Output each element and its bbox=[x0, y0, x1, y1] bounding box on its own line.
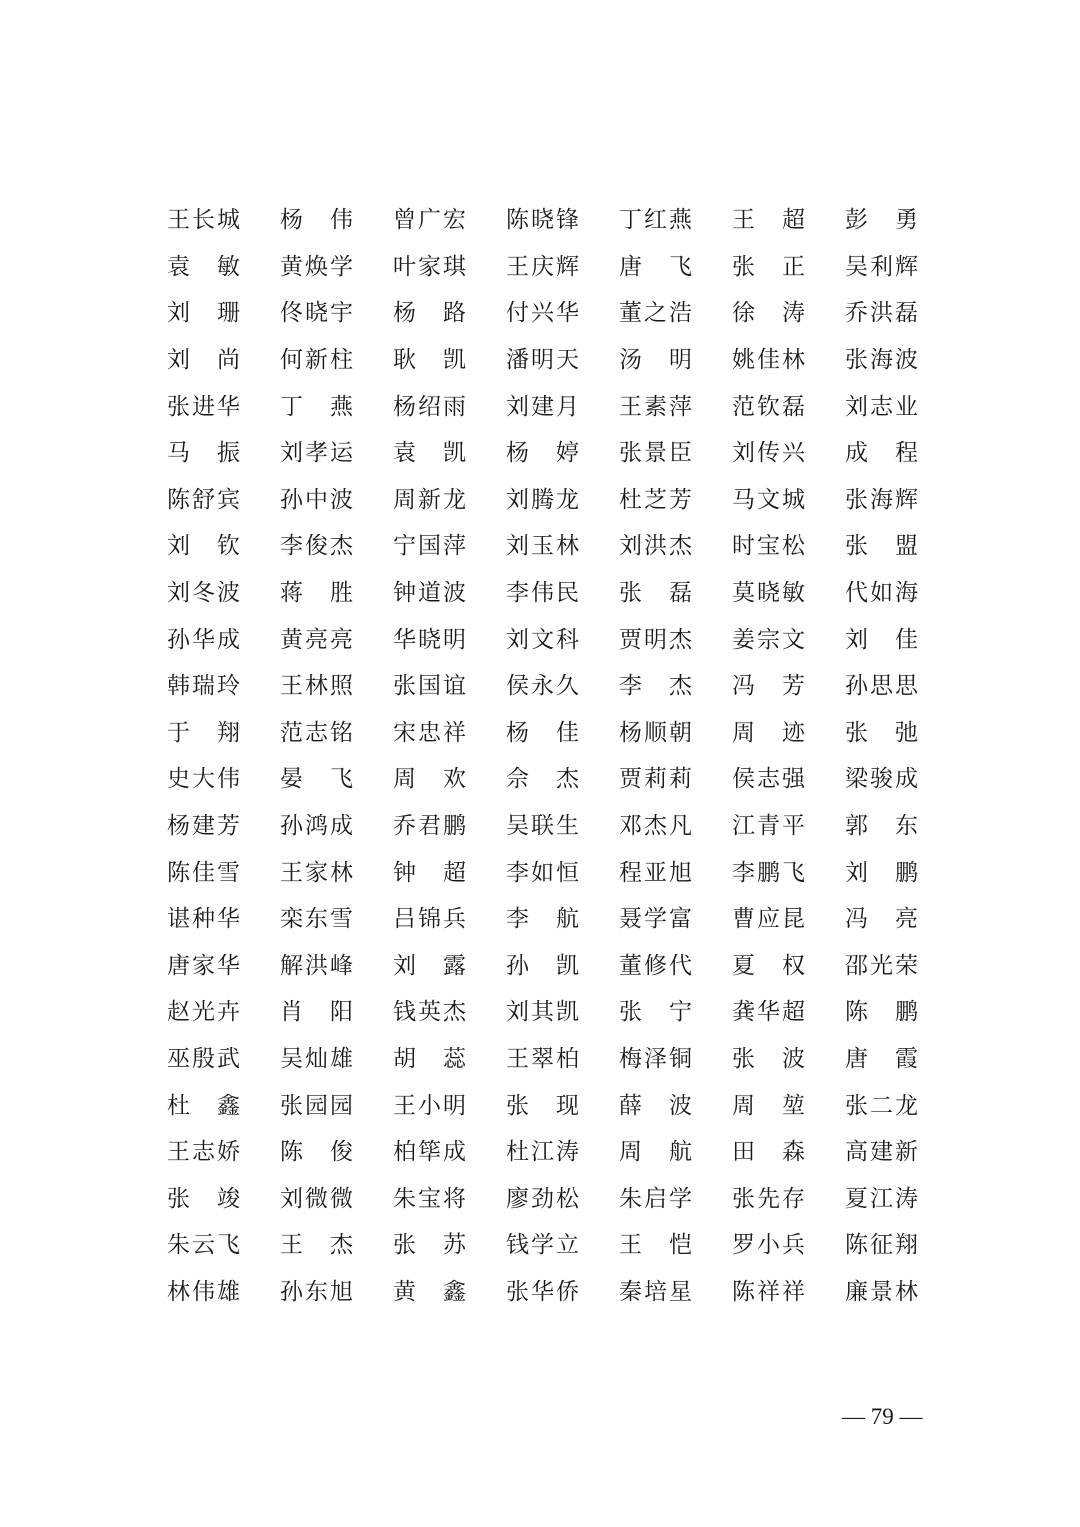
name-entry: 姜 宗 文 bbox=[732, 626, 805, 653]
name-entry: 范 钦 磊 bbox=[732, 393, 805, 420]
name-entry: 张 海 辉 bbox=[845, 486, 918, 513]
name-entry: 吴 利 辉 bbox=[845, 253, 918, 280]
name-entry: 钱 英 杰 bbox=[393, 999, 466, 1026]
name-entry: 朱 启 学 bbox=[619, 1185, 692, 1212]
name-entry: 耿 凯 bbox=[393, 347, 466, 374]
name-entry: 王 超 bbox=[732, 207, 805, 234]
name-entry: 杜 江 涛 bbox=[506, 1139, 579, 1166]
name-row bbox=[166, 756, 926, 803]
name-entry: 朱 宝 将 bbox=[393, 1185, 466, 1212]
name-entry: 张 波 bbox=[732, 1045, 805, 1072]
name-row bbox=[166, 197, 926, 244]
name-entry: 陈 俊 bbox=[280, 1139, 353, 1166]
name-entry: 刘 玉 林 bbox=[506, 533, 579, 560]
name-entry: 姚 佳 林 bbox=[732, 347, 805, 374]
name-entry: 吴 联 生 bbox=[506, 813, 579, 840]
name-entry: 王 志 娇 bbox=[167, 1139, 240, 1166]
name-entry: 邵 光 荣 bbox=[845, 952, 918, 979]
name-entry: 田 森 bbox=[732, 1139, 805, 1166]
name-entry: 廉 景 林 bbox=[845, 1278, 918, 1305]
name-entry: 孙 思 思 bbox=[845, 673, 918, 700]
name-row bbox=[166, 1036, 926, 1083]
name-entry: 孙 中 波 bbox=[280, 486, 353, 513]
name-row bbox=[166, 290, 926, 337]
name-entry: 何 新 柱 bbox=[280, 347, 353, 374]
name-entry: 韩 瑞 玲 bbox=[167, 673, 240, 700]
name-entry: 杨 婷 bbox=[506, 440, 579, 467]
name-entry: 刘 文 科 bbox=[506, 626, 579, 653]
name-entry: 张 二 龙 bbox=[845, 1092, 918, 1119]
name-entry: 刘 传 兴 bbox=[732, 440, 805, 467]
name-entry: 李 航 bbox=[506, 906, 579, 933]
name-entry: 刘 尚 bbox=[167, 347, 240, 374]
name-entry: 李 伟 民 bbox=[506, 580, 579, 607]
name-row bbox=[166, 849, 926, 896]
page-number: — 79 — bbox=[842, 1404, 923, 1429]
name-entry: 夏 权 bbox=[732, 952, 805, 979]
name-entry: 邓 杰 凡 bbox=[619, 813, 692, 840]
name-entry: 吴 灿 雄 bbox=[280, 1045, 353, 1072]
name-entry: 肖 阳 bbox=[280, 999, 353, 1026]
name-entry: 刘 其 凯 bbox=[506, 999, 579, 1026]
name-entry: 柏 筚 成 bbox=[393, 1139, 466, 1166]
name-entry: 侯 永 久 bbox=[506, 673, 579, 700]
name-entry: 刘 洪 杰 bbox=[619, 533, 692, 560]
name-entry: 张 盟 bbox=[845, 533, 918, 560]
name-row bbox=[166, 477, 926, 524]
name-entry: 解 洪 峰 bbox=[280, 952, 353, 979]
name-entry: 陈 晓 锋 bbox=[506, 207, 579, 234]
name-entry: 丁 红 燕 bbox=[619, 207, 692, 234]
name-entry: 刘 志 业 bbox=[845, 393, 918, 420]
name-entry: 宁 国 萍 bbox=[393, 533, 466, 560]
name-entry: 孙 华 成 bbox=[167, 626, 240, 653]
name-entry: 周 迹 bbox=[732, 719, 805, 746]
name-entry: 周 新 龙 bbox=[393, 486, 466, 513]
name-entry: 陈 祥 祥 bbox=[732, 1278, 805, 1305]
name-entry: 周 航 bbox=[619, 1139, 692, 1166]
name-entry: 时 宝 松 bbox=[732, 533, 805, 560]
name-entry: 莫 晓 敏 bbox=[732, 580, 805, 607]
name-row bbox=[166, 989, 926, 1036]
name-entry: 罗 小 兵 bbox=[732, 1232, 805, 1259]
name-entry: 黄 鑫 bbox=[393, 1278, 466, 1305]
name-entry: 王 庆 辉 bbox=[506, 253, 579, 280]
name-entry: 高 建 新 bbox=[845, 1139, 918, 1166]
name-entry: 孙 凯 bbox=[506, 952, 579, 979]
name-entry: 陈 鹏 bbox=[845, 999, 918, 1026]
name-row bbox=[166, 1175, 926, 1222]
name-row bbox=[166, 896, 926, 943]
name-entry: 曾 广 宏 bbox=[393, 207, 466, 234]
name-entry: 黄 焕 学 bbox=[280, 253, 353, 280]
name-row bbox=[166, 1222, 926, 1269]
name-row bbox=[166, 943, 926, 990]
name-entry: 张 弛 bbox=[845, 719, 918, 746]
name-entry: 刘 冬 波 bbox=[167, 580, 240, 607]
name-entry: 杨 绍 雨 bbox=[393, 393, 466, 420]
name-entry: 张 苏 bbox=[393, 1232, 466, 1259]
name-entry: 刘 建 月 bbox=[506, 393, 579, 420]
name-entry: 贾 明 杰 bbox=[619, 626, 692, 653]
name-row bbox=[166, 1269, 926, 1316]
name-entry: 刘 钦 bbox=[167, 533, 240, 560]
name-entry: 陈 征 翔 bbox=[845, 1232, 918, 1259]
name-entry: 潘 明 天 bbox=[506, 347, 579, 374]
name-entry: 陈 舒 宾 bbox=[167, 486, 240, 513]
name-entry: 付 兴 华 bbox=[506, 300, 579, 327]
name-entry: 周 堃 bbox=[732, 1092, 805, 1119]
name-entry: 江 青 平 bbox=[732, 813, 805, 840]
name-entry: 马 文 城 bbox=[732, 486, 805, 513]
name-entry: 钱 学 立 bbox=[506, 1232, 579, 1259]
name-row bbox=[166, 383, 926, 430]
name-entry: 董 修 代 bbox=[619, 952, 692, 979]
name-entry: 陈 佳 雪 bbox=[167, 859, 240, 886]
name-entry: 周 欢 bbox=[393, 766, 466, 793]
name-entry: 丁 燕 bbox=[280, 393, 353, 420]
name-entry: 袁 凯 bbox=[393, 440, 466, 467]
name-entry: 李 如 恒 bbox=[506, 859, 579, 886]
name-entry: 杨 伟 bbox=[280, 207, 353, 234]
name-entry: 冯 亮 bbox=[845, 906, 918, 933]
name-entry: 谌 种 华 bbox=[167, 906, 240, 933]
name-entry: 梁 骏 成 bbox=[845, 766, 918, 793]
name-entry: 叶 家 琪 bbox=[393, 253, 466, 280]
name-entry: 侯 志 强 bbox=[732, 766, 805, 793]
name-entry: 聂 学 富 bbox=[619, 906, 692, 933]
name-entry: 王 小 明 bbox=[393, 1092, 466, 1119]
name-entry: 栾 东 雪 bbox=[280, 906, 353, 933]
name-entry: 郭 东 bbox=[845, 813, 918, 840]
name-entry: 刘 珊 bbox=[167, 300, 240, 327]
name-entry: 张 正 bbox=[732, 253, 805, 280]
name-row bbox=[166, 570, 926, 617]
name-entry: 唐 霞 bbox=[845, 1045, 918, 1072]
name-entry: 孙 鸿 成 bbox=[280, 813, 353, 840]
name-entry: 胡 蕊 bbox=[393, 1045, 466, 1072]
name-entry: 刘 微 微 bbox=[280, 1185, 353, 1212]
name-entry: 唐 飞 bbox=[619, 253, 692, 280]
name-entry: 杨 路 bbox=[393, 300, 466, 327]
name-entry: 杜 鑫 bbox=[167, 1092, 240, 1119]
name-row bbox=[166, 616, 926, 663]
name-entry: 乔 君 鹏 bbox=[393, 813, 466, 840]
name-entry: 杨 佳 bbox=[506, 719, 579, 746]
name-entry: 赵 光 卉 bbox=[167, 999, 240, 1026]
name-entry: 张 海 波 bbox=[845, 347, 918, 374]
name-entry: 王 家 林 bbox=[280, 859, 353, 886]
name-entry: 晏 飞 bbox=[280, 766, 353, 793]
name-entry: 李 杰 bbox=[619, 673, 692, 700]
name-entry: 冯 芳 bbox=[732, 673, 805, 700]
name-entry: 马 振 bbox=[167, 440, 240, 467]
name-entry: 张 进 华 bbox=[167, 393, 240, 420]
name-entry: 王 素 萍 bbox=[619, 393, 692, 420]
name-entry: 代 如 海 bbox=[845, 580, 918, 607]
name-entry: 钟 道 波 bbox=[393, 580, 466, 607]
name-entry: 王 长 城 bbox=[167, 207, 240, 234]
name-row bbox=[166, 710, 926, 757]
name-entry: 杨 建 芳 bbox=[167, 813, 240, 840]
name-entry: 张 园 园 bbox=[280, 1092, 353, 1119]
name-entry: 张 宁 bbox=[619, 999, 692, 1026]
name-entry: 廖 劲 松 bbox=[506, 1185, 579, 1212]
name-entry: 钟 超 bbox=[393, 859, 466, 886]
name-entry: 彭 勇 bbox=[845, 207, 918, 234]
name-entry: 曹 应 昆 bbox=[732, 906, 805, 933]
name-entry: 佟 晓 宇 bbox=[280, 300, 353, 327]
name-row bbox=[166, 1129, 926, 1176]
name-entry: 徐 涛 bbox=[732, 300, 805, 327]
name-entry: 张 现 bbox=[506, 1092, 579, 1119]
name-row bbox=[166, 663, 926, 710]
name-entry: 张 国 谊 bbox=[393, 673, 466, 700]
name-entry: 程 亚 旭 bbox=[619, 859, 692, 886]
name-entry: 薛 波 bbox=[619, 1092, 692, 1119]
name-entry: 王 恺 bbox=[619, 1232, 692, 1259]
name-row bbox=[166, 244, 926, 291]
name-entry: 李 鹏 飞 bbox=[732, 859, 805, 886]
name-row bbox=[166, 523, 926, 570]
name-entry: 张 华 侨 bbox=[506, 1278, 579, 1305]
name-row bbox=[166, 1082, 926, 1129]
name-entry: 黄 亮 亮 bbox=[280, 626, 353, 653]
name-entry: 刘 佳 bbox=[845, 626, 918, 653]
name-entry: 巫 殷 武 bbox=[167, 1045, 240, 1072]
name-entry: 袁 敏 bbox=[167, 253, 240, 280]
name-entry: 范 志 铭 bbox=[280, 719, 353, 746]
name-row bbox=[166, 430, 926, 477]
name-list-grid bbox=[166, 197, 926, 1315]
name-entry: 华 晓 明 bbox=[393, 626, 466, 653]
name-entry: 张 竣 bbox=[167, 1185, 240, 1212]
name-entry: 秦 培 星 bbox=[619, 1278, 692, 1305]
name-entry: 夏 江 涛 bbox=[845, 1185, 918, 1212]
name-entry: 刘 孝 运 bbox=[280, 440, 353, 467]
name-entry: 杜 芝 芳 bbox=[619, 486, 692, 513]
name-entry: 董 之 浩 bbox=[619, 300, 692, 327]
name-entry: 史 大 伟 bbox=[167, 766, 240, 793]
name-entry: 张 先 存 bbox=[732, 1185, 805, 1212]
name-entry: 朱 云 飞 bbox=[167, 1232, 240, 1259]
name-entry: 蒋 胜 bbox=[280, 580, 353, 607]
name-entry: 王 杰 bbox=[280, 1232, 353, 1259]
name-entry: 刘 腾 龙 bbox=[506, 486, 579, 513]
name-entry: 张 磊 bbox=[619, 580, 692, 607]
name-entry: 佘 杰 bbox=[506, 766, 579, 793]
name-row bbox=[166, 803, 926, 850]
name-entry: 张 景 臣 bbox=[619, 440, 692, 467]
name-entry: 乔 洪 磊 bbox=[845, 300, 918, 327]
name-entry: 李 俊 杰 bbox=[280, 533, 353, 560]
name-entry: 汤 明 bbox=[619, 347, 692, 374]
name-entry: 孙 东 旭 bbox=[280, 1278, 353, 1305]
name-entry: 梅 泽 铜 bbox=[619, 1045, 692, 1072]
name-entry: 宋 忠 祥 bbox=[393, 719, 466, 746]
name-entry: 贾 莉 莉 bbox=[619, 766, 692, 793]
name-entry: 林 伟 雄 bbox=[167, 1278, 240, 1305]
name-entry: 唐 家 华 bbox=[167, 952, 240, 979]
name-entry: 成 程 bbox=[845, 440, 918, 467]
name-row bbox=[166, 337, 926, 384]
name-entry: 于 翔 bbox=[167, 719, 240, 746]
name-entry: 龚 华 超 bbox=[732, 999, 805, 1026]
name-entry: 杨 顺 朝 bbox=[619, 719, 692, 746]
name-entry: 刘 露 bbox=[393, 952, 466, 979]
name-entry: 吕 锦 兵 bbox=[393, 906, 466, 933]
name-entry: 王 翠 柏 bbox=[506, 1045, 579, 1072]
name-entry: 刘 鹏 bbox=[845, 859, 918, 886]
name-entry: 王 林 照 bbox=[280, 673, 353, 700]
